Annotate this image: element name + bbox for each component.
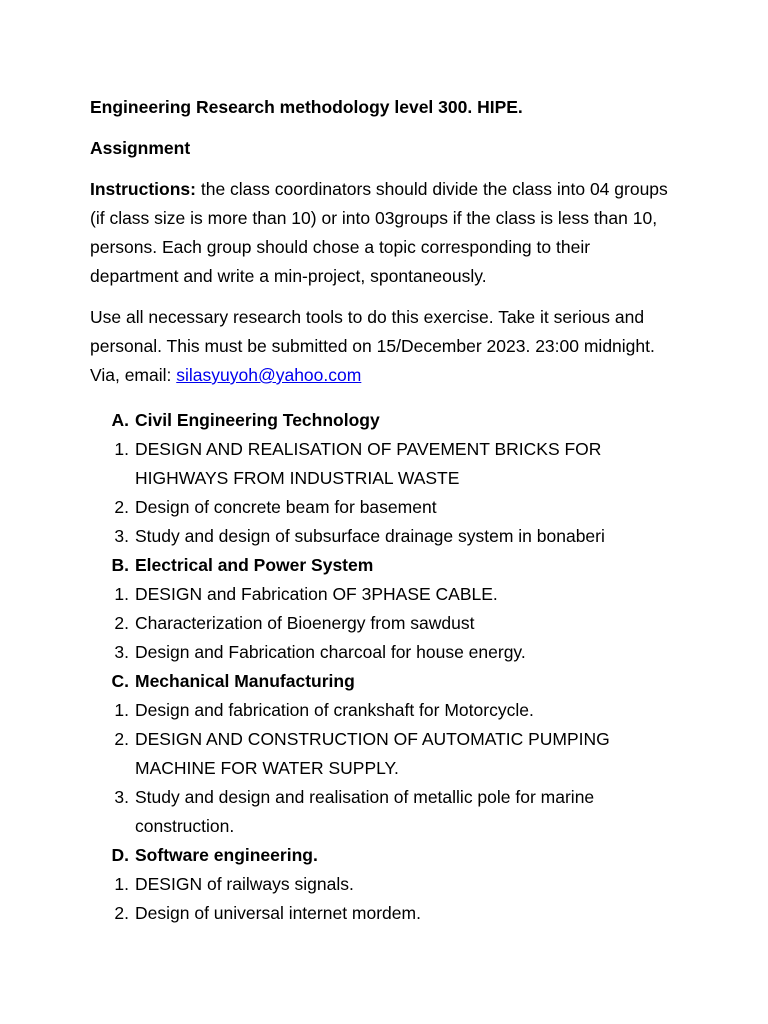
item-text: Design of concrete beam for basement bbox=[135, 497, 437, 517]
item-marker bbox=[90, 725, 135, 754]
list-item bbox=[90, 493, 680, 522]
list-item bbox=[90, 783, 680, 841]
item-marker bbox=[90, 783, 135, 812]
section-marker bbox=[90, 551, 135, 580]
item-number: 3. bbox=[114, 526, 129, 546]
item-text: DESIGN AND CONSTRUCTION OF AUTOMATIC PUMPING MACHINE FOR WATER SUPPLY. bbox=[135, 729, 610, 778]
item-marker bbox=[90, 899, 135, 928]
section-title: Electrical and Power System bbox=[135, 555, 374, 575]
email-link[interactable]: silasyuyoh@yahoo.com bbox=[176, 365, 362, 385]
item-marker bbox=[90, 609, 135, 638]
list-item bbox=[90, 725, 680, 783]
item-number: 1. bbox=[114, 700, 129, 720]
section-heading bbox=[90, 667, 680, 696]
submission-text: Use all necessary research tools to do this exercise. Take it serious and personal. This must be submitted on 15/December 2023. 23:00 midnight. Via, email: bbox=[90, 307, 655, 385]
list-item bbox=[90, 899, 680, 928]
section-title: Mechanical Manufacturing bbox=[135, 671, 355, 691]
list-item bbox=[90, 870, 680, 899]
document-title: Engineering Research methodology level 300. HIPE. bbox=[90, 97, 523, 117]
item-text: Study and design and realisation of metallic pole for marine construction. bbox=[135, 787, 595, 836]
list-item bbox=[90, 696, 680, 725]
section-marker-text: B. bbox=[111, 555, 129, 575]
section-heading bbox=[90, 551, 680, 580]
list-item bbox=[90, 435, 680, 493]
section-heading bbox=[90, 841, 680, 870]
item-number: 1. bbox=[114, 584, 129, 604]
item-marker bbox=[90, 696, 135, 725]
item-number: 2. bbox=[114, 903, 129, 923]
item-number: 3. bbox=[114, 642, 129, 662]
section-title: Software engineering. bbox=[135, 845, 318, 865]
item-marker bbox=[90, 522, 135, 551]
item-text: Design and Fabrication charcoal for house energy. bbox=[135, 642, 526, 662]
item-text: Design and fabrication of crankshaft for Motorcycle. bbox=[135, 700, 534, 720]
item-text: DESIGN and Fabrication OF 3PHASE CABLE. bbox=[135, 584, 498, 604]
topic-list bbox=[90, 406, 680, 928]
item-text: Study and design of subsurface drainage system in bonaberi bbox=[135, 526, 605, 546]
section-marker-text: D. bbox=[111, 845, 129, 865]
list-item bbox=[90, 638, 680, 667]
assignment-heading: Assignment bbox=[90, 138, 191, 158]
item-number: 2. bbox=[114, 497, 129, 517]
item-number: 1. bbox=[114, 439, 129, 459]
item-text: DESIGN AND REALISATION OF PAVEMENT BRICKS FOR HIGHWAYS FROM INDUSTRIAL WASTE bbox=[135, 439, 602, 488]
section-title: Civil Engineering Technology bbox=[135, 410, 380, 430]
list-item bbox=[90, 609, 680, 638]
instructions-label: Instructions: bbox=[90, 179, 196, 199]
document-page bbox=[90, 93, 680, 928]
section-marker bbox=[90, 667, 135, 696]
item-number: 3. bbox=[114, 787, 129, 807]
section-heading bbox=[90, 406, 680, 435]
item-number: 1. bbox=[114, 874, 129, 894]
item-number: 2. bbox=[114, 613, 129, 633]
section-marker-text: A. bbox=[111, 410, 129, 430]
item-marker bbox=[90, 435, 135, 464]
item-text: DESIGN of railways signals. bbox=[135, 874, 354, 894]
instructions-paragraph bbox=[90, 175, 680, 291]
item-text: Characterization of Bioenergy from sawdust bbox=[135, 613, 475, 633]
item-number: 2. bbox=[114, 729, 129, 749]
section-marker bbox=[90, 406, 135, 435]
instructions-text: the class coordinators should divide the class into 04 groups (if class size is more than 10) or into 03groups if the class is less than 10, persons. Each group should chose a topic corresponding to their department and write a min-project, spontaneously. bbox=[90, 179, 668, 286]
section-marker-text: C. bbox=[111, 671, 129, 691]
item-marker bbox=[90, 580, 135, 609]
item-marker bbox=[90, 638, 135, 667]
list-item bbox=[90, 522, 680, 551]
item-text: Design of universal internet mordem. bbox=[135, 903, 421, 923]
section-marker bbox=[90, 841, 135, 870]
submission-paragraph bbox=[90, 303, 680, 390]
item-marker bbox=[90, 493, 135, 522]
list-item bbox=[90, 580, 680, 609]
item-marker bbox=[90, 870, 135, 899]
